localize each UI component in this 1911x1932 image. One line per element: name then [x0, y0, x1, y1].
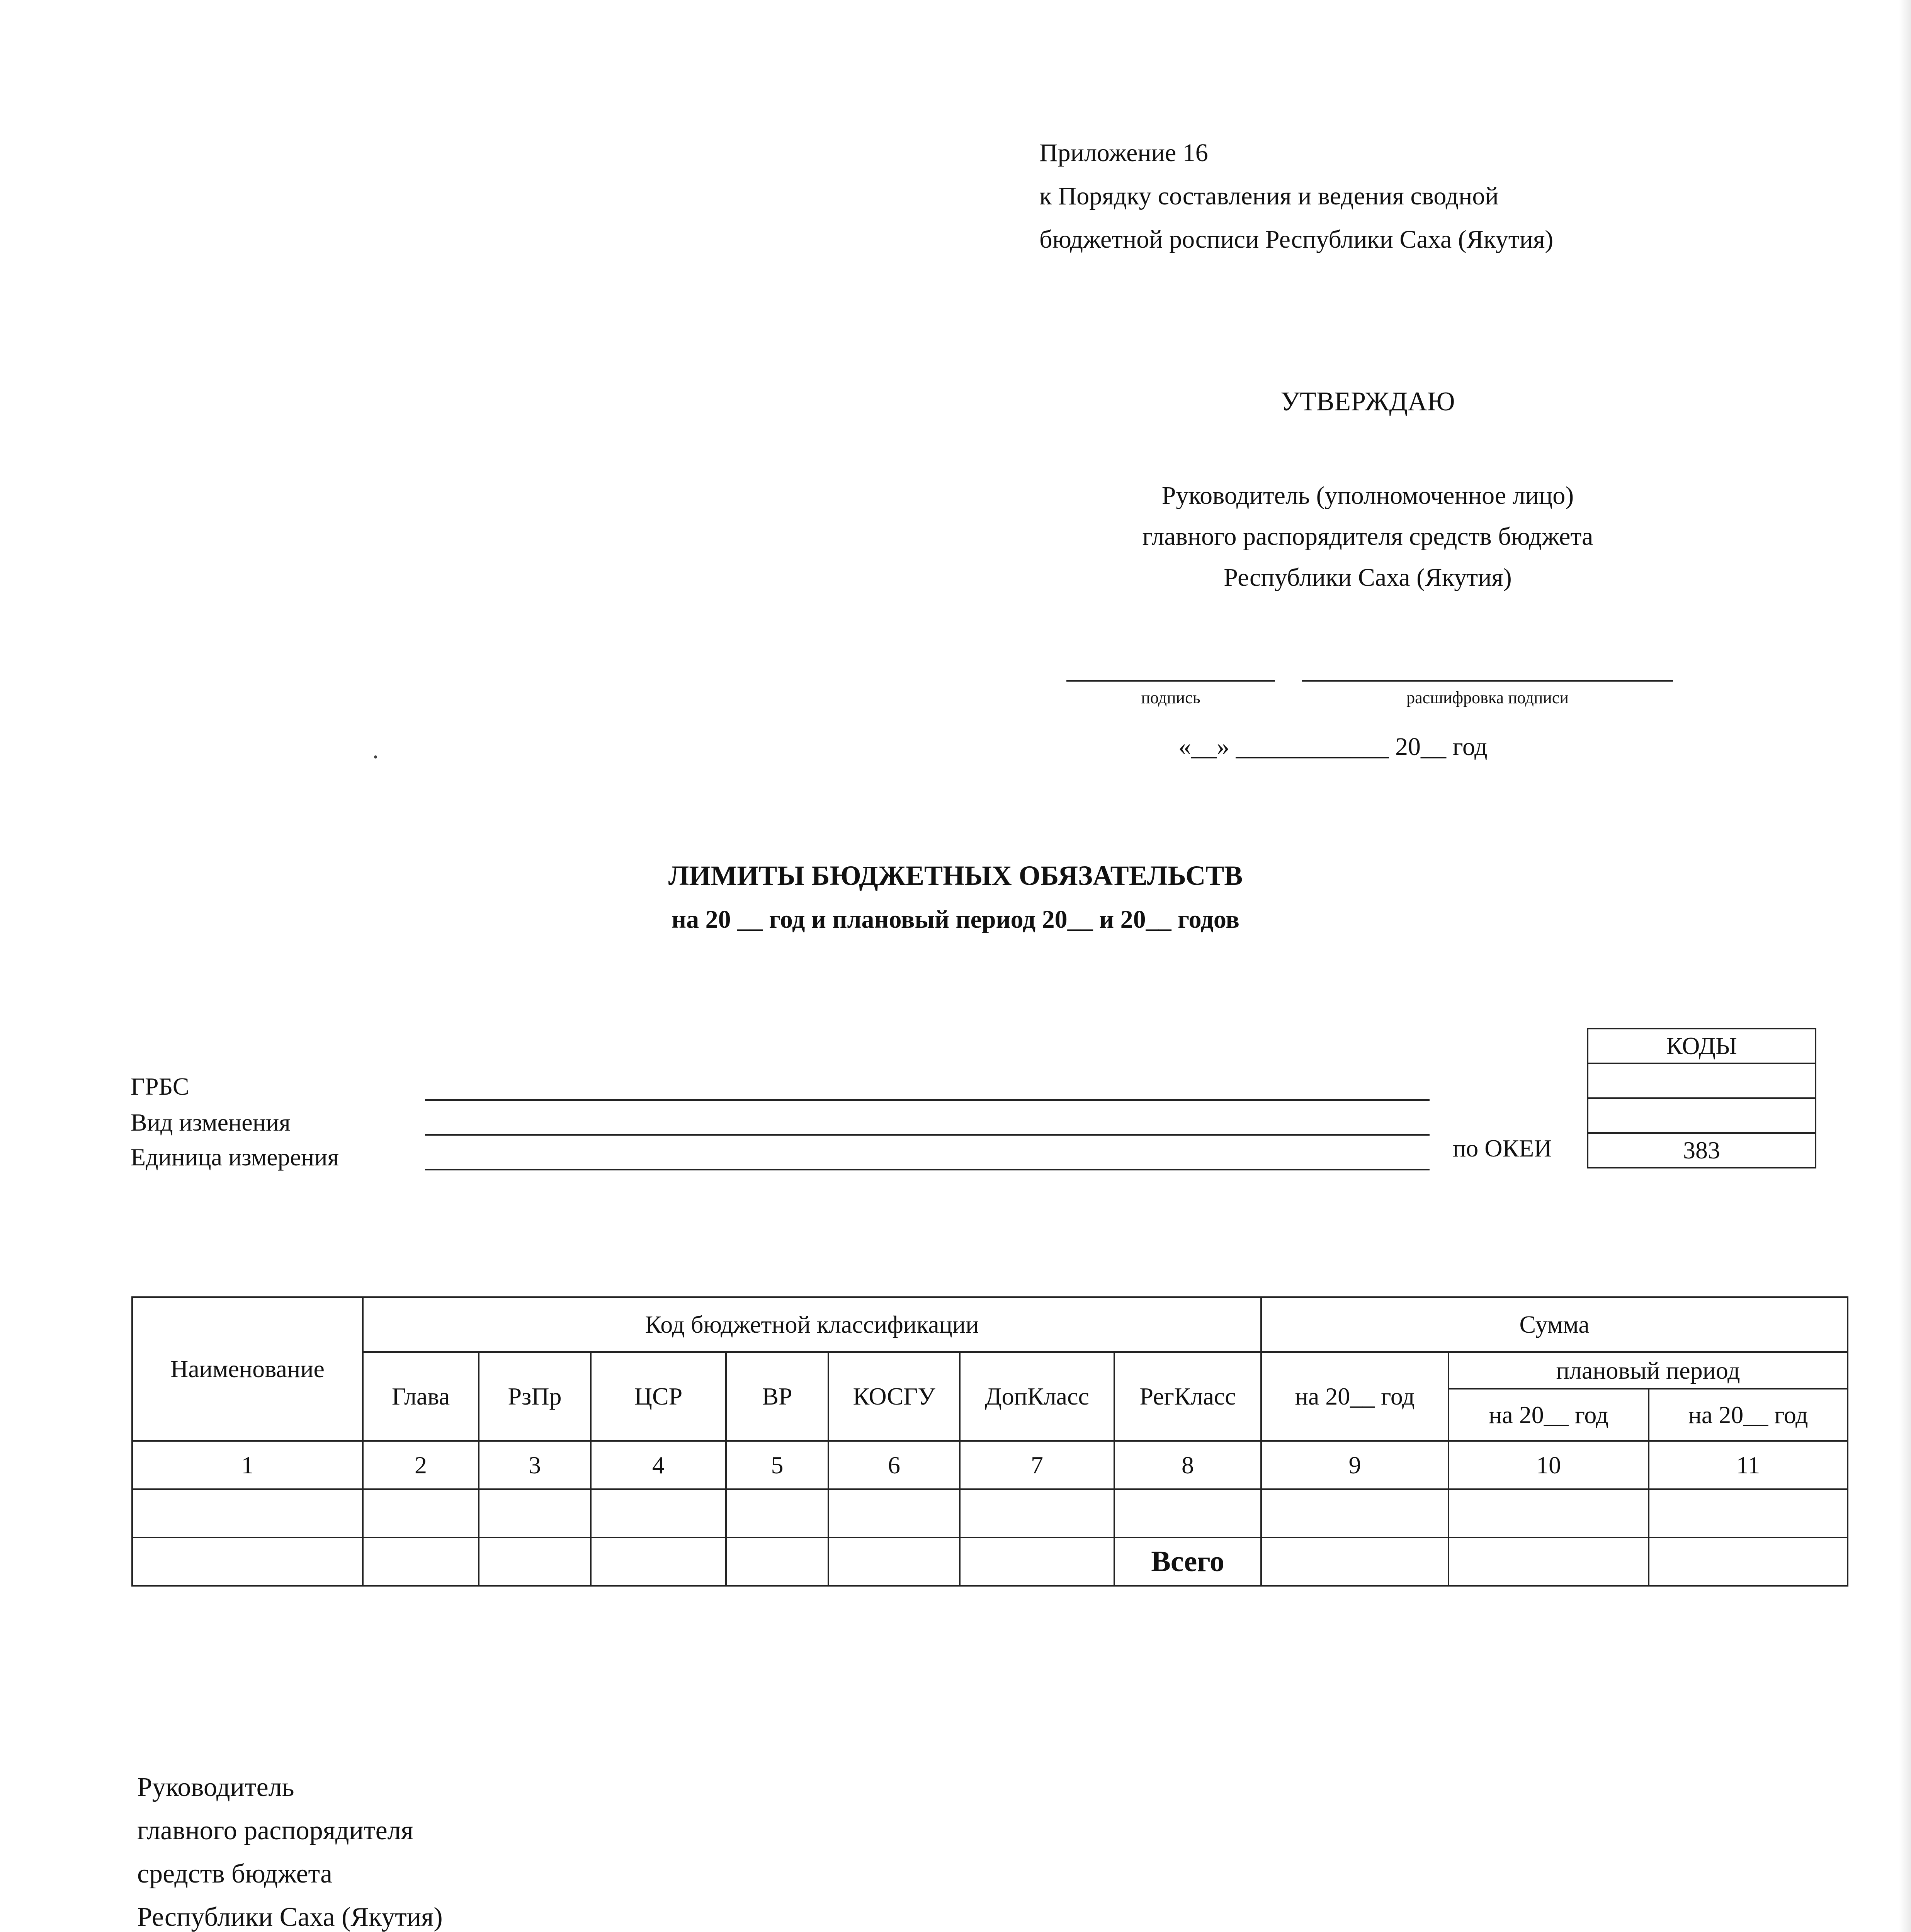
sum-header: Сумма — [1261, 1297, 1848, 1352]
unit-label: Единица измерения — [131, 1143, 339, 1171]
data-cell[interactable] — [828, 1489, 960, 1537]
approver-signature-caption: подпись — [1141, 688, 1200, 707]
approval-date: «__» ____________ 20__ год — [1178, 733, 1488, 761]
change-type-field[interactable] — [425, 1134, 1430, 1136]
data-cell[interactable] — [1649, 1489, 1848, 1537]
data-cell[interactable] — [479, 1489, 591, 1537]
total-year0-cell[interactable] — [1261, 1537, 1449, 1586]
table-row — [132, 1489, 1848, 1537]
data-cell[interactable] — [960, 1489, 1114, 1537]
planning-period-header: плановый период — [1449, 1352, 1848, 1389]
codes-table — [1587, 1028, 1816, 1168]
col-kosgu-header: КОСГУ — [828, 1352, 960, 1441]
total-label: Всего — [1114, 1537, 1261, 1586]
change-type-label: Вид изменения — [131, 1109, 291, 1136]
document-title: ЛИМИТЫ БЮДЖЕТНЫХ ОБЯЗАТЕЛЬСТВ — [668, 860, 1243, 891]
data-cell[interactable] — [363, 1537, 479, 1586]
approver-line-2: главного распорядителя средств бюджета — [1142, 522, 1593, 551]
appendix-line-1: Приложение 16 — [1039, 139, 1208, 167]
appendix-line-3: бюджетной росписи Республики Саха (Якутия) — [1039, 225, 1554, 253]
total-year1-cell[interactable] — [1449, 1537, 1649, 1586]
col-number: 10 — [1449, 1441, 1649, 1489]
approver-name-line[interactable] — [1302, 680, 1673, 682]
col-glava-header: Глава — [363, 1352, 479, 1441]
data-cell[interactable] — [363, 1489, 479, 1537]
approver-line-3: Республики Саха (Якутия) — [1224, 563, 1512, 592]
col-year0-header: на 20__ год — [1261, 1352, 1449, 1441]
col-number: 8 — [1114, 1441, 1261, 1489]
unit-field[interactable] — [425, 1169, 1430, 1170]
data-cell[interactable] — [960, 1537, 1114, 1586]
classification-header: Код бюджетной классификации — [363, 1297, 1261, 1352]
data-cell[interactable] — [591, 1489, 726, 1537]
col-number: 4 — [591, 1441, 726, 1489]
col-number: 7 — [960, 1441, 1114, 1489]
codes-change-cell[interactable] — [1588, 1098, 1816, 1133]
total-year2-cell[interactable] — [1649, 1537, 1848, 1586]
grbs-field[interactable] — [425, 1099, 1430, 1101]
data-cell[interactable] — [726, 1489, 828, 1537]
approver-title — [1039, 475, 1696, 598]
scan-dot — [374, 755, 377, 759]
codes-grbs-cell[interactable] — [1588, 1063, 1816, 1098]
limits-table — [131, 1296, 1848, 1587]
head-line-3: средств бюджета — [137, 1859, 333, 1889]
data-cell[interactable] — [132, 1489, 363, 1537]
approver-name-caption: расшифровка подписи — [1406, 688, 1569, 707]
codes-okei-cell[interactable]: 383 — [1588, 1133, 1816, 1168]
data-cell[interactable] — [1261, 1489, 1449, 1537]
col-number: 11 — [1649, 1441, 1848, 1489]
head-line-2: главного распорядителя — [137, 1816, 413, 1845]
data-cell[interactable] — [828, 1537, 960, 1586]
col-year1-header: на 20__ год — [1449, 1389, 1649, 1441]
approve-heading: УТВЕРЖДАЮ — [1280, 387, 1455, 417]
col-rzpr-header: РзПр — [479, 1352, 591, 1441]
document-subtitle: на 20 __ год и плановый период 20__ и 20__ годов — [672, 905, 1239, 934]
head-line-1: Руководитель — [137, 1772, 294, 1802]
col-number: 3 — [479, 1441, 591, 1489]
col-vr-header: ВР — [726, 1352, 828, 1441]
data-cell[interactable] — [479, 1537, 591, 1586]
col-name-header: Наименование — [132, 1297, 363, 1441]
col-number: 9 — [1261, 1441, 1449, 1489]
head-line-4: Республики Саха (Якутия) — [137, 1902, 443, 1932]
col-number: 1 — [132, 1441, 363, 1489]
approver-signature-line[interactable] — [1066, 680, 1275, 682]
col-year2-header: на 20__ год — [1649, 1389, 1848, 1441]
col-regklass-header: РегКласс — [1114, 1352, 1261, 1441]
data-cell[interactable] — [132, 1537, 363, 1586]
appendix-line-2: к Порядку составления и ведения сводной — [1039, 182, 1499, 210]
col-number: 2 — [363, 1441, 479, 1489]
codes-header: КОДЫ — [1588, 1029, 1816, 1063]
head-signature-block — [137, 1766, 443, 1932]
col-dopklass-header: ДопКласс — [960, 1352, 1114, 1441]
col-number: 6 — [828, 1441, 960, 1489]
total-row — [132, 1537, 1848, 1586]
okei-label: по ОКЕИ — [1453, 1134, 1552, 1162]
data-cell[interactable] — [1449, 1489, 1649, 1537]
data-cell[interactable] — [1114, 1489, 1261, 1537]
data-cell[interactable] — [591, 1537, 726, 1586]
appendix-note — [1039, 131, 1553, 261]
approver-line-1: Руководитель (уполномоченное лицо) — [1161, 481, 1574, 510]
page-edge-shadow — [1899, 0, 1911, 1932]
col-csr-header: ЦСР — [591, 1352, 726, 1441]
col-number: 5 — [726, 1441, 828, 1489]
data-cell[interactable] — [726, 1537, 828, 1586]
grbs-label: ГРБС — [131, 1073, 189, 1100]
